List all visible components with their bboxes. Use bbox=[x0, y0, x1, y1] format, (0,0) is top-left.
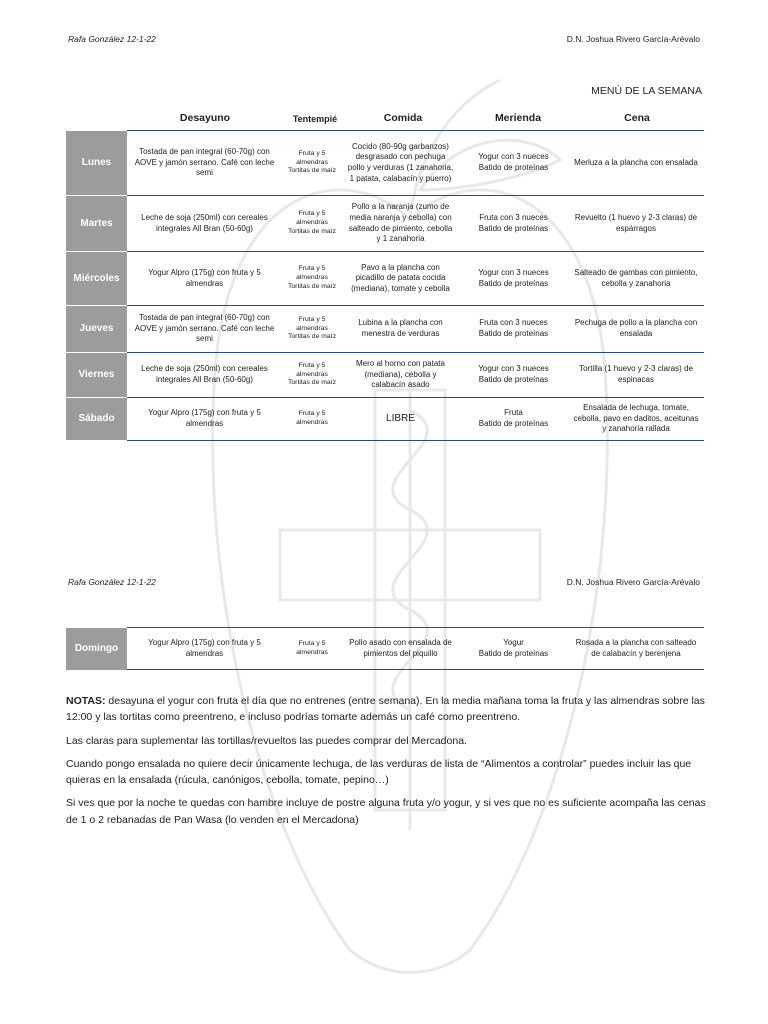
col-tentempie: Tentempié bbox=[292, 114, 338, 124]
merienda-cell: Fruta con 3 nueces Batido de proteínas bbox=[459, 306, 568, 353]
menu-row-sabado bbox=[66, 398, 704, 441]
day-label: Domingo bbox=[66, 628, 127, 670]
tentempie-cell: Fruta y 5 almendras Tortitas de maíz bbox=[282, 306, 342, 353]
header-dietitian-page2: D.N. Joshua Rivero García-Arévalo bbox=[566, 577, 700, 587]
merienda-cell: Fruta Batido de proteínas bbox=[459, 398, 568, 441]
menu-row-miercoles bbox=[66, 252, 704, 306]
tentempie-cell: Fruta y 5 almendras Tortitas de maíz bbox=[282, 252, 342, 306]
comida-cell: Mero al horno con patata (mediana), cebolla y calabacín asado bbox=[342, 353, 459, 398]
desayuno-cell: Leche de soja (250ml) con cereales integrales All Bran (50-60g) bbox=[127, 353, 282, 398]
comida-cell: Pavo a la plancha con picadillo de patata cocida (mediana), tomate y cebolla bbox=[342, 252, 459, 306]
header-author-date: Rafa González 12-1-22 bbox=[68, 34, 156, 44]
comida-cell: Lubina a la plancha con menestra de verduras bbox=[342, 306, 459, 353]
col-cena: Cena bbox=[624, 112, 650, 124]
merienda-cell: Yogur Batido de proteínas bbox=[459, 628, 568, 670]
tentempie-cell: Fruta y 5 almendras Tortitas de maíz bbox=[282, 353, 342, 398]
col-merienda: Merienda bbox=[494, 112, 542, 124]
desayuno-cell: Yogur Alpro (175g) con fruta y 5 almendras bbox=[127, 252, 282, 306]
desayuno-cell: Yogur Alpro (175g) con fruta y 5 almendras bbox=[127, 398, 282, 441]
notes-section bbox=[66, 693, 706, 835]
day-label: Viernes bbox=[66, 353, 127, 398]
comida-cell: Cocido (80-90g garbanzos) desgrasado con pechuga pollo y verduras (1 zanahoria, 1 patata, calabacín y puerro) bbox=[342, 131, 459, 196]
tentempie-cell: Fruta y 5 almendras bbox=[282, 398, 342, 441]
desayuno-cell: Leche de soja (250ml) con cereales integrales All Bran (50-60g) bbox=[127, 196, 282, 252]
menu-row-domingo bbox=[66, 628, 704, 670]
header-author-date-page2: Rafa González 12-1-22 bbox=[68, 577, 156, 587]
note-paragraph-3: Cuando pongo ensalada no quiere decir únicamente lechuga, de las verduras de lista de “Alimentos a controlar” puedes incluir las que quieras en la ensalada (rúcula, canónigos, cebolla, tomate, pepino…) bbox=[66, 757, 692, 787]
desayuno-cell: Tostada de pan integral (60-70g) con AOVE y jamón serrano. Café con leche semi bbox=[127, 131, 282, 196]
merienda-cell: Yogur con 3 nueces Batido de proteínas bbox=[459, 131, 568, 196]
day-label: Miércoles bbox=[66, 252, 127, 306]
tentempie-cell: Fruta y 5 almendras Tortitas de maíz bbox=[282, 131, 342, 196]
menu-row-lunes bbox=[66, 131, 704, 196]
menu-row-jueves bbox=[66, 306, 704, 353]
note-paragraph-2: Las claras para suplementar las tortillas/revueltos las puedes comprar del Mercadona. bbox=[66, 734, 467, 747]
note-paragraph-4: Si ves que por la noche te quedas con hambre incluye de postre alguna fruta y/o yogur, y si ves que no es suficiente acompaña las cenas de 1 o 2 rebanadas de Pan Wasa (lo venden en el Mercadona) bbox=[66, 797, 706, 826]
day-label: Martes bbox=[66, 196, 127, 252]
cena-cell: Pechuga de pollo a la plancha con ensalada bbox=[568, 306, 704, 353]
desayuno-cell: Tostada de pan integral (60-70g) con AOVE y jamón serrano. Café con leche semi bbox=[127, 306, 282, 353]
cena-cell: Revuelto (1 huevo y 2-3 claras) de espárragos bbox=[568, 196, 704, 252]
notes-label: NOTAS: bbox=[66, 695, 106, 707]
comida-cell: LIBRE bbox=[342, 398, 459, 441]
day-label: Jueves bbox=[66, 306, 127, 353]
merienda-cell: Fruta con 3 nueces Batido de proteínas bbox=[459, 196, 568, 252]
menu-row-martes bbox=[66, 196, 704, 252]
page-title: MENÚ DE LA SEMANA bbox=[591, 85, 702, 97]
cena-cell: Ensalada de lechuga, tomate, cebolla, pavo en daditos, aceitunas y zanahoria rallada bbox=[568, 398, 704, 441]
note-paragraph-1: NOTAS: desayuna el yogur con fruta el día que no entrenes (entre semana). En la media mañana toma la fruta y las almendras sobre las 12:00 y las tortitas como preentreno, e incluso podrías tomarte además un café como preentreno. bbox=[66, 695, 705, 724]
comida-cell: Pollo a la naranja (zumo de media naranja y cebolla) con salteado de pimiento, cebolla y 1 zanahoria bbox=[342, 196, 459, 252]
merienda-cell: Yogur con 3 nueces Batido de proteínas bbox=[459, 353, 568, 398]
cena-cell: Tortilla (1 huevo y 2-3 claras) de espinacas bbox=[568, 353, 704, 398]
header-dietitian: D.N. Joshua Rivero García-Arévalo bbox=[566, 34, 700, 44]
sunday-menu-table bbox=[66, 627, 704, 670]
cena-cell: Merluza a la plancha con ensalada bbox=[568, 131, 704, 196]
col-desayuno: Desayuno bbox=[179, 112, 231, 124]
cena-cell: Salteado de gambas con pimiento, cebolla y zanahoria bbox=[568, 252, 704, 306]
tentempie-cell: Fruta y 5 almendras bbox=[282, 628, 342, 670]
weekly-menu-table bbox=[66, 130, 704, 441]
merienda-cell: Yogur con 3 nueces Batido de proteínas bbox=[459, 252, 568, 306]
tentempie-cell: Fruta y 5 almendras Tortitas de maíz bbox=[282, 196, 342, 252]
col-comida: Comida bbox=[383, 112, 423, 124]
cena-cell: Rosada a la plancha con salteado de calabacín y berenjena bbox=[568, 628, 704, 670]
menu-row-viernes bbox=[66, 353, 704, 398]
comida-cell: Pollo asado con ensalada de pimientos del piquillo bbox=[342, 628, 459, 670]
desayuno-cell: Yogur Alpro (175g) con fruta y 5 almendras bbox=[127, 628, 282, 670]
day-label: Lunes bbox=[66, 131, 127, 196]
day-label: Sábado bbox=[66, 398, 127, 441]
